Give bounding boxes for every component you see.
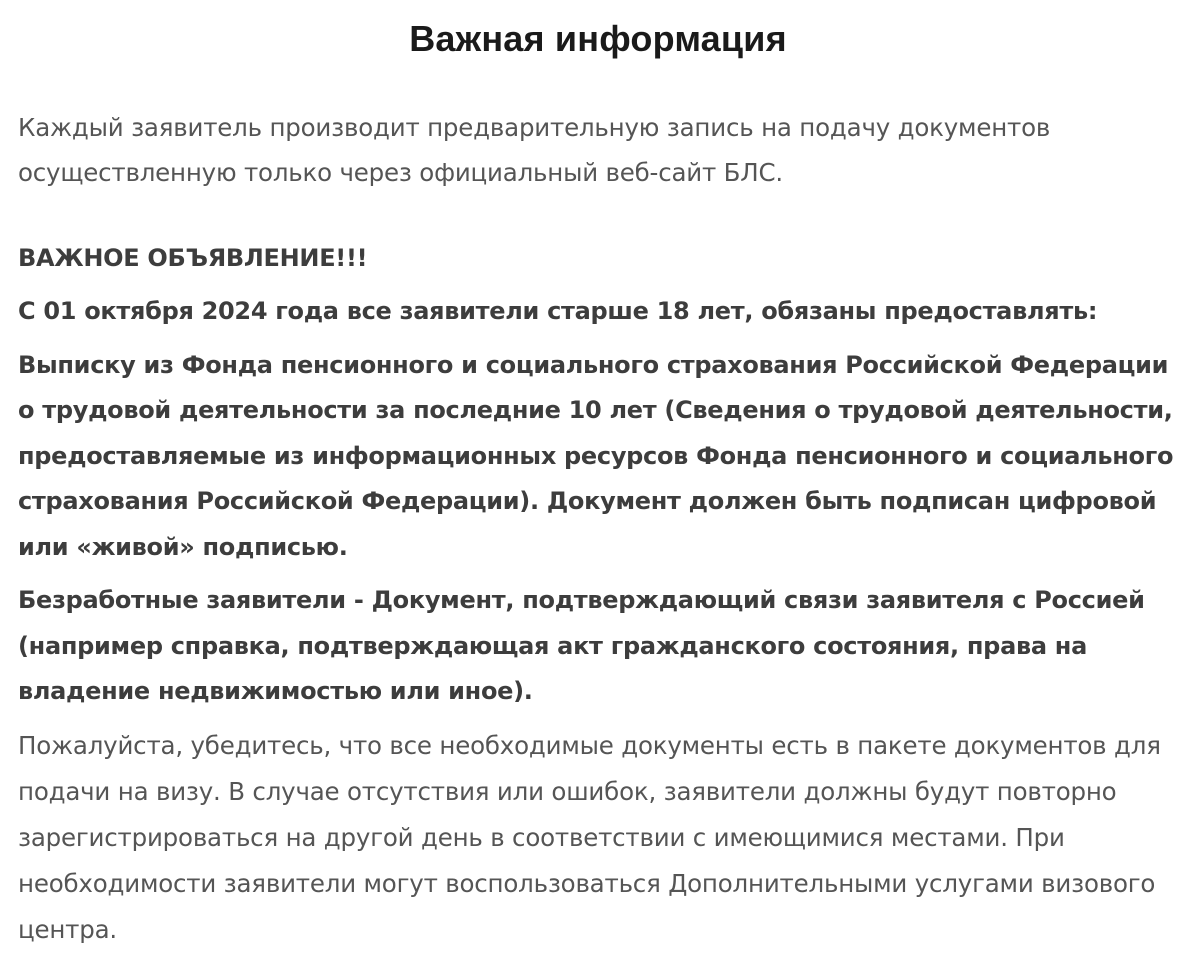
requirement-intro: С 01 октября 2024 года все заявители старше 18 лет, обязаны предоставлять: — [18, 297, 1098, 325]
requirement-statement: Выписку из Фонда пенсионного и социального страхования Российской Федерации о трудовой деятельности за последние 10 лет (Сведения о трудовой деятельности, предоставляемые из информационных ресурсов Фонда пенсионного и социального страхования Российской Федерации). Документ должен быть подписан цифровой или «живой» подписью. — [18, 350, 1174, 561]
intro-paragraph: Каждый заявитель производит предварительную запись на подачу документов осуществленную только через официальный веб-сайт БЛС. — [18, 113, 1051, 187]
announcement-heading: ВАЖНОЕ ОБЪЯВЛЕНИЕ!!! — [18, 244, 368, 272]
unemployed-note: Безработные заявители - Документ, подтверждающий связи заявителя с Россией (например справка, подтверждающая акт гражданского состояния, права на владение недвижимостью или иное). — [18, 586, 1145, 705]
page-title: Важная информация — [409, 18, 787, 59]
important-info-section — [18, 0, 1178, 953]
closing-note: Пожалуйста, убедитесь, что все необходимые документы есть в пакете документов для подачи на визу. В случае отсутствия или ошибок, заявители должны будут повторно зарегистрироваться на другой день в соответствии с имеющимися местами. При необходимости заявители могут воспользоваться Дополнительными услугами визового центра. — [18, 730, 1161, 944]
